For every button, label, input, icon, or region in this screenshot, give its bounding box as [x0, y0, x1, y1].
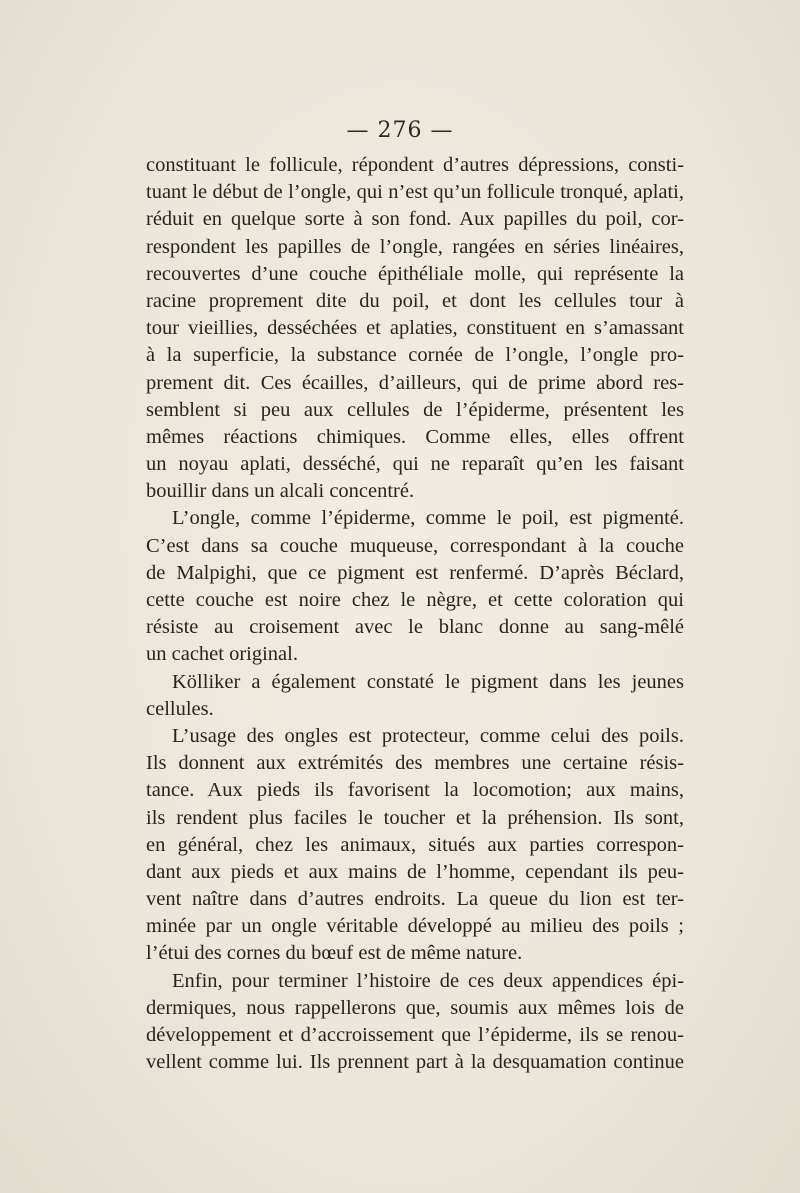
text-line: mêmes réactions chimiques. Comme elles, elles offrent [146, 425, 684, 448]
text-line: vellent comme lui. Ils prennent part à la desquamation continue [146, 1051, 684, 1074]
text-line: cette couche est noire chez le nègre, et cette coloration qui [146, 589, 684, 611]
text-line: C’est dans sa couche muqueuse, correspondant à la couche [146, 534, 684, 557]
text-line: minée par un ongle véritable développé au milieu des poils ; [146, 915, 684, 938]
text-line: respondent les papilles de l’ongle, rangées en séries linéaires, [146, 235, 684, 258]
text-line: semblent si peu aux cellules de l’épiderme, présentent les [146, 398, 684, 421]
text-line: dermiques, nous rappellerons que, soumis aux mêmes lois de [146, 996, 684, 1019]
text-line: recouvertes d’une couche épithéliale molle, qui représente la [146, 262, 684, 285]
page-number: — 276 — [346, 118, 454, 143]
text-line: prement dit. Ces écailles, d’ailleurs, qui de prime abord res- [146, 371, 684, 394]
text-line: cellules. [146, 697, 214, 720]
text-line: L’ongle, comme l’épiderme, comme le poil, est pigmenté. [172, 507, 684, 530]
text-line: tour vieillies, desséchées et aplaties, constituent en s’amassant [146, 317, 684, 340]
text-line: Kölliker a également constaté le pigment dans les jeunes [172, 670, 684, 693]
text-line: l’étui des cornes du bœuf est de même nature. [146, 942, 523, 965]
text-line: constituant le follicule, répondent d’autres dépressions, consti- [146, 154, 684, 176]
text-line: racine proprement dite du poil, et dont les cellules tour à [146, 289, 684, 312]
text-line: L’usage des ongles est protecteur, comme celui des poils. [172, 724, 684, 747]
text-line: réduit en quelque sorte à son fond. Aux papilles du poil, cor- [146, 208, 684, 231]
text-line: de Malpighi, que ce pigment est renfermé. D’après Béclard, [146, 561, 684, 584]
text-line: dant aux pieds et aux mains de l’homme, cependant ils peu- [146, 860, 684, 883]
text-line: à la superficie, la substance cornée de l’ongle, l’ongle pro- [146, 344, 684, 367]
text-line: ils rendent plus faciles le toucher et la préhension. Ils sont, [146, 806, 684, 829]
text-line: en général, chez les animaux, situés aux parties correspon- [146, 833, 684, 856]
text-line: résiste au croisement avec le blanc donne au sang-mêlé [146, 616, 684, 639]
text-line: un cachet original. [146, 643, 298, 666]
text-line: tance. Aux pieds ils favorisent la locomotion; aux mains, [146, 779, 684, 802]
text-line: Enfin, pour terminer l’histoire de ces deux appendices épi- [172, 969, 684, 992]
body-text [146, 152, 684, 1076]
text-line: tuant le début de l’ongle, qui n’est qu’un follicule tronqué, aplati, [146, 181, 684, 204]
text-line: vent naître dans d’autres endroits. La queue du lion est ter- [146, 888, 684, 911]
text-line: développement et d’accroissement que l’épiderme, ils se renou- [146, 1024, 684, 1046]
text-line: bouillir dans un alcali concentré. [146, 480, 415, 503]
text-line: un noyau aplati, desséché, qui ne reparaît qu’en les faisant [146, 453, 684, 476]
text-line: Ils donnent aux extrémités des membres une certaine résis- [146, 752, 684, 775]
